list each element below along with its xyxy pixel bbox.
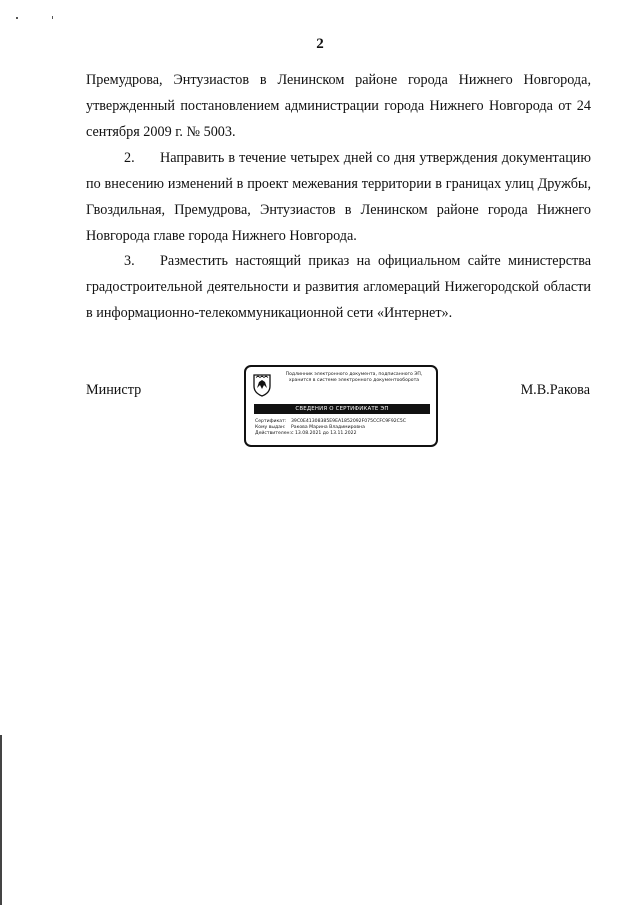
item-3-text: Разместить настоящий приказ на официальном сайте министерства градостроительной деятельности и развития агломераций Нижегородской области в информационно-телекоммуникационной сети «Интернет». [86,253,591,321]
paragraph-item-3 [86,248,591,326]
signer-position: Министр [86,382,142,398]
stamp-certificate-value: 39C0E41308385E9EA1852092F075CCFC9F92C5C [291,419,407,424]
paragraph-continued [86,67,591,145]
paragraph-continued-text: Премудрова, Энтузиастов в Ленинском районе города Нижнего Новгорода, утвержденный постановлением администрации города Нижнего Новгорода от 24 сентября 2009 г. № 5003. [86,72,591,140]
stamp-header-line-2: хранится в системе электронного документооборота [288,378,420,383]
scan-speck-right [52,16,53,19]
stamp-valid-value: с 13.08.2021 до 13.11.2022 [291,431,357,436]
stamp-issued-to-label: Кому выдан: [255,425,286,430]
item-2-text: Направить в течение четырех дней со дня утверждения документацию по внесению изменений в проект межевания территории в границах улиц Дружбы, Гвоздильная, Премудрова, Энтузиастов в Ленинском районе города Нижнего Новгорода главе города Нижнего Новгорода. [86,150,591,244]
stamp-valid-label: Действителен: [255,431,292,436]
stamp-details [255,419,406,437]
stamp-band-title: СВЕДЕНИЯ О СЕРТИФИКАТЕ ЭП [254,404,430,414]
signer-name: М.В.Ракова [520,382,590,398]
scan-edge-line [0,735,2,905]
page-number: 2 [316,36,324,52]
stamp-header [274,372,434,384]
electronic-signature-stamp [244,365,438,447]
stamp-header-line-1: Подлинник электронного документа, подписанного ЭП, [285,372,423,377]
coat-of-arms-icon [252,373,272,397]
paragraph-item-2 [86,145,591,249]
scan-speck-left [16,17,18,19]
stamp-certificate-label: Сертификат: [255,419,287,424]
stamp-valid-row [255,431,406,437]
item-3-number: 3. [124,253,135,269]
stamp-issued-to-value: Ракова Марина Владимировна [291,425,365,430]
item-2-number: 2. [124,150,135,166]
